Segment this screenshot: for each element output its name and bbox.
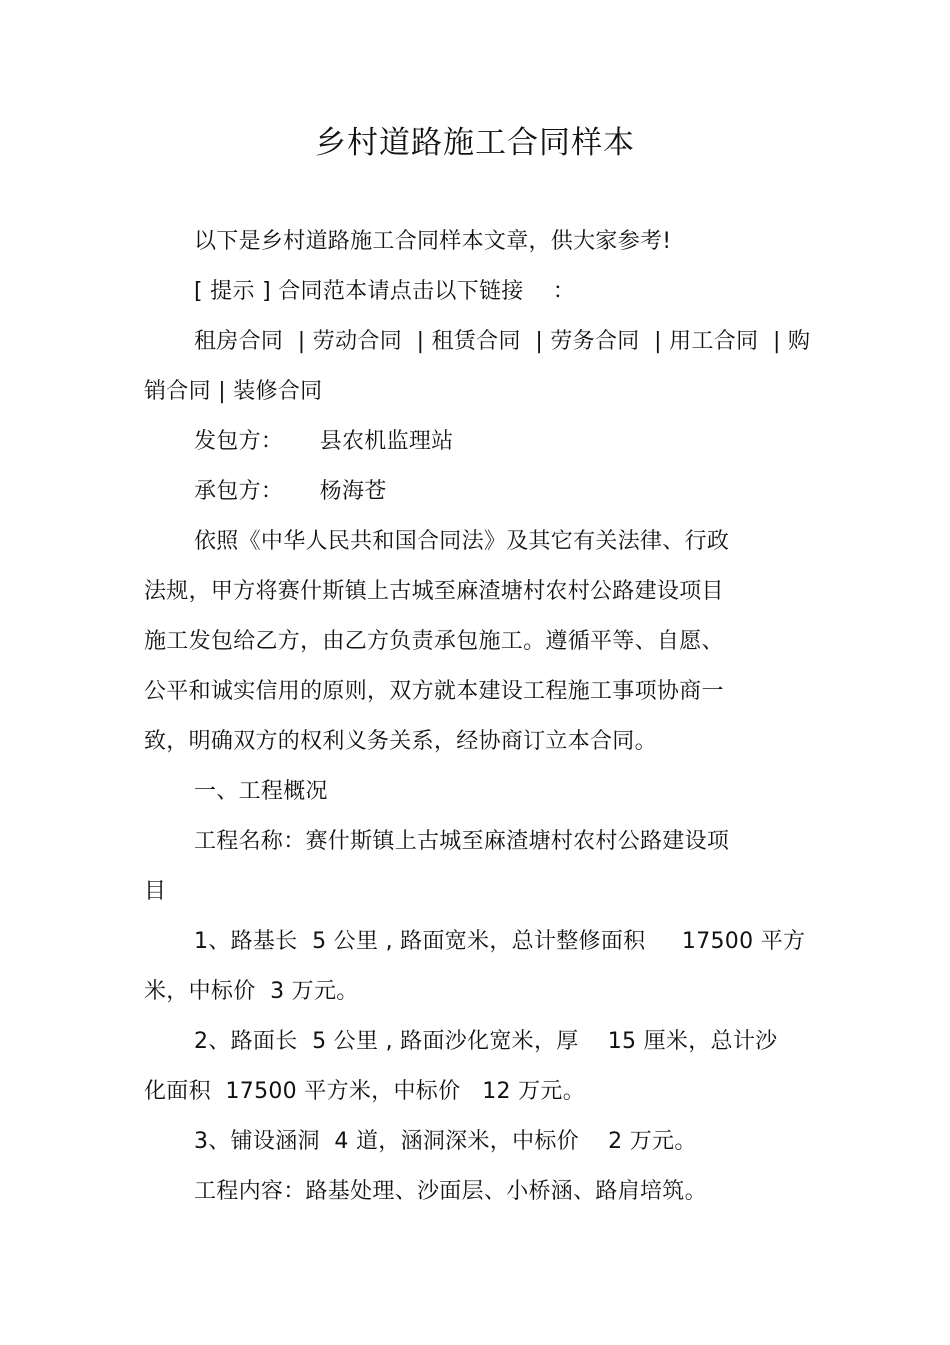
section-heading: 一、工程概况 [194,779,328,804]
item-line: 3、铺设涵洞 4 道，涵洞深米，中标价 2 万元。 [194,1129,697,1154]
tip-line: [ 提示 ] 合同范本请点击以下链接 ： [194,279,576,304]
paragraph-line: 致，明确双方的权利义务关系，经协商订立本合同。 [144,729,657,754]
document-title: 乡村道路施工合同样本 [315,125,635,161]
item-line: 1、路基长 5 公里 , 路面宽米，总计整修面积 17500 平方 [194,929,806,954]
intro-line: 以下是乡村道路施工合同样本文章，供大家参考! [194,229,672,254]
paragraph-line: 公平和诚实信用的原则，双方就本建设工程施工事项协商一 [144,679,724,704]
contract-links-line-continued: 销合同 | 装修合同 [144,379,323,404]
item-line: 2、路面长 5 公里 , 路面沙化宽米，厚 15 厘米，总计沙 [194,1029,778,1054]
item-line-continued: 化面积 17500 平方米，中标价 12 万元。 [144,1079,586,1104]
contract-links-line: 租房合同 | 劳动合同 | 租赁合同 | 劳务合同 | 用工合同 | 购 [194,329,811,354]
item-line-continued: 米，中标价 3 万元。 [144,979,359,1004]
paragraph-line: 依照《中华人民共和国合同法》及其它有关法律、行政 [194,529,730,554]
employer-line: 发包方： 县农机监理站 [194,429,454,454]
project-content-line: 工程内容：路基处理、沙面层、小桥涵、路肩培筑。 [194,1179,707,1204]
paragraph-line: 施工发包给乙方，由乙方负责承包施工。遵循平等、自愿、 [144,629,724,654]
project-name-line-continued: 目 [144,879,167,904]
paragraph-line: 法规，甲方将赛什斯镇上古城至麻渣塘村农村公路建设项目 [144,579,724,604]
project-name-line: 工程名称：赛什斯镇上古城至麻渣塘村农村公路建设项 [194,829,730,854]
contractor-line: 承包方： 杨海苍 [194,479,387,504]
